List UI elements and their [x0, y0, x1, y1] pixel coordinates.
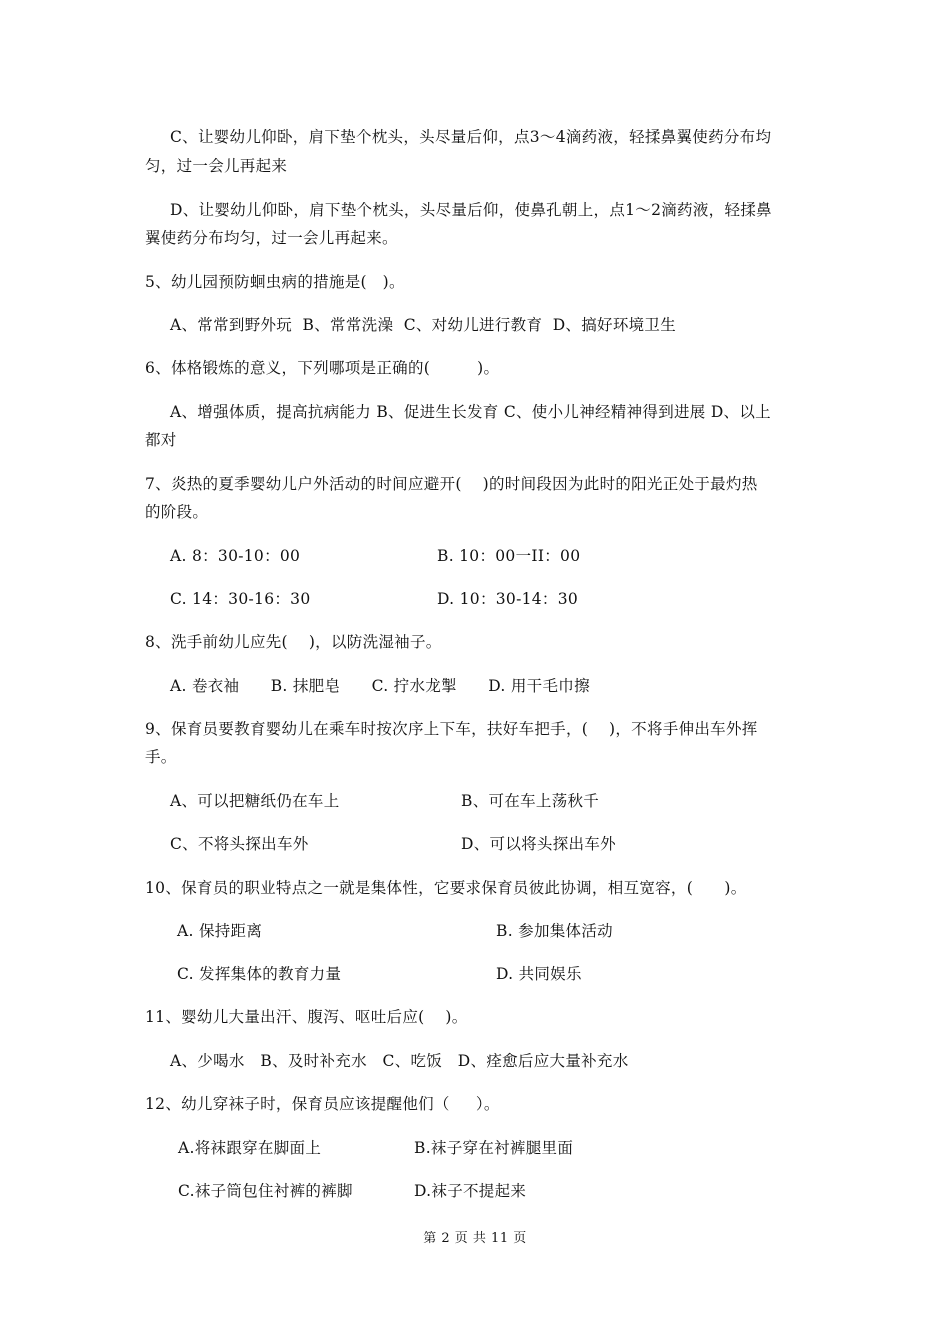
question-12: 12、幼儿穿袜子时，保育员应该提醒他们（ ）。 — [145, 1095, 500, 1113]
question-9-option-c: C、不将头探出车外 — [170, 835, 309, 853]
q4-option-d-line1: D、让婴幼儿仰卧，肩下垫个枕头，头尽量后仰，使鼻孔朝上，点1～2滴药液，轻揉鼻 — [170, 201, 772, 219]
question-8-options: A. 卷衣袖 B. 抹肥皂 C. 拧水龙掣 D. 用干毛巾擦 — [170, 677, 590, 695]
q4-option-c-line2: 匀，过一会儿再起来 — [145, 157, 288, 175]
question-7-line1: 7、炎热的夏季婴幼儿户外活动的时间应避开( )的时间段因为此时的阳光正处于最灼热 — [145, 475, 758, 493]
question-10-option-a: A. 保持距离 — [177, 922, 263, 940]
q4-option-d-line2: 翼使药分布均匀，过一会儿再起来。 — [145, 229, 398, 247]
question-7-option-c: C. 14：30-16：30 — [170, 590, 311, 608]
question-8: 8、洗手前幼儿应先( )，以防洗湿袖子。 — [145, 633, 442, 651]
question-12-option-d: D.袜子不提起来 — [414, 1182, 527, 1200]
question-9-line1: 9、保育员要教育婴幼儿在乘车时按次序上下车，扶好车把手，( )，不将手伸出车外挥 — [145, 720, 758, 738]
question-11: 11、婴幼儿大量出汗、腹泻、呕吐后应( )。 — [145, 1008, 468, 1026]
question-6-options-line2: 都对 — [145, 431, 177, 449]
question-12-option-a: A.将袜跟穿在脚面上 — [178, 1139, 322, 1157]
question-11-options: A、少喝水 B、及时补充水 C、吃饭 D、痊愈后应大量补充水 — [170, 1052, 629, 1070]
q4-option-c-line1: C、让婴幼儿仰卧，肩下垫个枕头，头尽量后仰，点3～4滴药液，轻揉鼻翼使药分布均 — [170, 128, 772, 146]
question-9-option-a: A、可以把糖纸仍在车上 — [170, 792, 340, 810]
question-5: 5、幼儿园预防蛔虫病的措施是( )。 — [145, 273, 405, 291]
question-7-option-a: A. 8：30-10：00 — [170, 547, 301, 565]
question-9-option-b: B、可在车上荡秋千 — [461, 792, 600, 810]
question-6: 6、体格锻炼的意义，下列哪项是正确的( )。 — [145, 359, 500, 377]
question-10: 10、保育员的职业特点之一就是集体性，它要求保育员彼此协调，相互宽容，( )。 — [145, 879, 747, 897]
question-7-option-b: B. 10：00一II：00 — [437, 547, 581, 565]
question-9-line2: 手。 — [145, 748, 177, 766]
question-10-option-c: C. 发挥集体的教育力量 — [177, 965, 342, 983]
question-6-options-line1: A、增强体质，提高抗病能力 B、促进生长发育 C、使小儿神经精神得到进展 D、以上 — [170, 403, 771, 421]
question-7-line2: 的阶段。 — [145, 503, 209, 521]
question-10-option-b: B. 参加集体活动 — [496, 922, 613, 940]
question-7-option-d: D. 10：30-14：30 — [437, 590, 579, 608]
question-9-option-d: D、可以将头探出车外 — [461, 835, 616, 853]
question-12-option-c: C.袜子筒包住衬裤的裤脚 — [178, 1182, 353, 1200]
page-footer: 第 2 页 共 11 页 — [423, 1231, 527, 1246]
question-5-options: A、常常到野外玩 B、常常洗澡 C、对幼儿进行教育 D、搞好环境卫生 — [170, 316, 677, 334]
question-12-option-b: B.袜子穿在衬裤腿里面 — [414, 1139, 574, 1157]
question-10-option-d: D. 共同娱乐 — [496, 965, 582, 983]
